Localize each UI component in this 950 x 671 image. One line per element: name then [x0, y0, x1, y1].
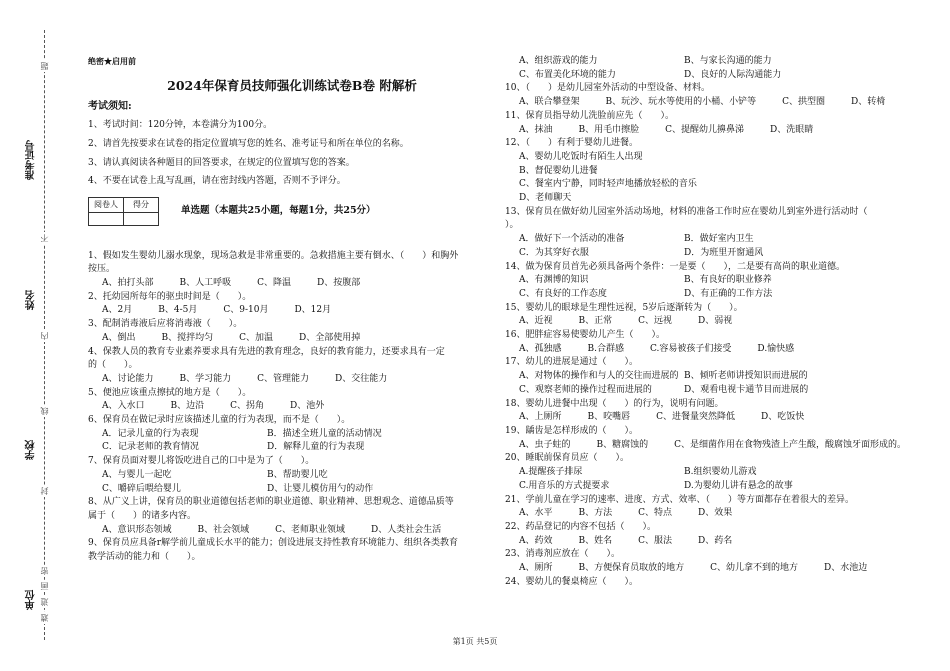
question-item [88, 318, 496, 345]
question-item [88, 496, 496, 537]
option: D、12月 [294, 305, 332, 316]
margin-mark: 道 [40, 598, 49, 606]
instruction-item: 4、不要在试卷上乱写乱画，请在密封线内答题，否则不予评分。 [88, 176, 346, 187]
option: C、是细菌作用在食物残渣上产生酸，酸腐蚀牙面形成的。 [674, 439, 907, 450]
option: C、管理能力 [257, 373, 310, 384]
option: A、讨论能力 [102, 373, 154, 384]
option: A．记录儿童的行为表现 [102, 428, 199, 439]
option: D.愉快感 [757, 343, 795, 354]
option: A、虫子蛀的 [519, 439, 571, 450]
option: D、有正确的工作方法 [684, 288, 773, 299]
option: C、嚼碎后喂给婴儿 [102, 483, 181, 494]
option: C、进餐量突然降低 [656, 412, 736, 423]
question-item [88, 387, 496, 414]
option: B、姓名 [578, 535, 613, 546]
option-row [505, 247, 915, 261]
option: A、2月 [102, 305, 133, 316]
option-row [88, 277, 496, 291]
option: B、玩沙、玩水等使用的小桶、小铲等 [605, 97, 757, 108]
question-item [505, 521, 915, 548]
option-row [505, 233, 915, 247]
option-row [505, 439, 915, 453]
option: B、倾听老师讲授知识而进展的 [684, 371, 808, 382]
question-item [505, 261, 915, 302]
option: D、按腹部 [317, 278, 361, 289]
option: B、糖腐蚀的 [596, 439, 649, 450]
option: A、拍打头部 [102, 278, 154, 289]
option-row [505, 370, 915, 384]
instruction-item: 2、请首先按要求在试卷的指定位置填写您的姓名、准考证号和所在单位的名称。 [88, 138, 409, 149]
option: B．做好室内卫生 [684, 234, 754, 245]
option-row [505, 466, 915, 480]
question-item [505, 425, 915, 452]
question-stem: 21、学前儿童在学习的速率、进度、方式、效率、（ ）等方面都存在着很大的差异。 [505, 494, 854, 505]
option-row [88, 469, 496, 483]
option: B.组织婴幼儿游戏 [684, 467, 757, 478]
margin-label-unit: 单位 [26, 590, 37, 610]
option-row [88, 524, 496, 538]
question-item [88, 250, 496, 291]
margin-label-admission-no: 准考证号 [26, 140, 37, 180]
question-stem: 教学活动的能力和（ ）。 [88, 552, 201, 563]
option: C、有良好的工作态度 [519, 288, 607, 299]
question-item [505, 576, 915, 590]
option: C、服法 [638, 535, 673, 546]
option: D、全部使用掉 [299, 332, 361, 343]
page-title: 2024年保育员技师强化训练试卷B卷 附解析 [167, 77, 417, 93]
margin-mark: 封 [40, 487, 49, 495]
option-row [505, 507, 915, 521]
question-stem: 2、托幼园所每年的驱虫时间是（ ）。 [88, 291, 252, 302]
option: A、水平 [519, 508, 553, 519]
option: B.合群感 [587, 343, 624, 354]
score-box-grader-cell [89, 212, 124, 225]
option: D、人类社会生活 [371, 524, 442, 535]
margin-mark: 不 [40, 234, 49, 242]
option-row [88, 400, 496, 414]
question-item [505, 206, 915, 261]
question-stem: 5、便池应该重点擦拭的地方是（ ）。 [88, 387, 252, 398]
option: D、观看电视卡通节目而进展的 [684, 384, 809, 395]
option: A、联合攀登架 [519, 97, 580, 108]
question-stem: 10、（ ）是幼儿园室外活动的中型设备、材料。 [505, 83, 710, 94]
option: C、幼儿拿不到的地方 [710, 563, 799, 574]
question-stem: 18、婴幼儿进餐中出现（ ）的行为，说明有问题。 [505, 398, 724, 409]
question-stem: 17、幼儿的进展是通过（ ）。 [505, 357, 638, 368]
option-row [505, 535, 915, 549]
question-item [88, 291, 496, 318]
option: B、边沿 [170, 401, 205, 412]
option: B、社会领域 [197, 524, 250, 535]
margin-mark: 内 [40, 332, 49, 340]
option-row [505, 315, 915, 329]
option: B、人工呼吸 [179, 278, 232, 289]
left-question-list [88, 250, 496, 565]
option: A、倒出 [102, 332, 136, 343]
option: C、拐角 [230, 401, 265, 412]
question-stem: 13、保育员在做好幼儿园室外活动场地，材料的准备工作时应在婴幼儿到室外进行活动时（ [505, 206, 868, 217]
score-box-score-label: 得分 [124, 197, 159, 212]
option: A、对物体的操作和与人的交往而进展的 [519, 371, 679, 382]
option-row [88, 304, 496, 318]
option: D、弱视 [698, 316, 733, 327]
option: D．为班里开窗通风 [684, 247, 764, 258]
question-stem: 按压。 [88, 264, 116, 275]
option: B、用毛巾擦脸 [578, 124, 640, 135]
option-row [505, 69, 915, 83]
binding-margin [0, 0, 70, 671]
right-column [505, 55, 915, 589]
option-row [505, 288, 915, 302]
option: D、老师聊天 [519, 193, 572, 204]
right-question-list [505, 55, 915, 589]
option-row [505, 384, 915, 398]
page-footer: 第1页 共5页 [452, 637, 498, 646]
option: D、让婴儿模仿用勺的动作 [267, 483, 374, 494]
question-item [505, 356, 915, 397]
margin-mark: 线 [40, 407, 49, 415]
option-row [505, 55, 915, 69]
score-box-score-cell [124, 212, 159, 225]
option: D、转椅 [851, 97, 886, 108]
option: B．描述全班儿童的活动情况 [267, 428, 382, 439]
option: D、水池边 [824, 563, 868, 574]
option: A、药效 [519, 535, 553, 546]
option: C、远视 [638, 316, 673, 327]
option: B、督促婴幼儿进餐 [519, 165, 598, 176]
question-item [505, 494, 915, 521]
option: B、搅拌均匀 [161, 332, 214, 343]
question-stem: 8、从广义上讲，保育员的职业道德包括老师的职业道德、职业精神、思想观念、道德品质等 [88, 497, 454, 508]
question-item [505, 110, 915, 137]
question-item [88, 455, 496, 496]
option: A、孤独感 [519, 343, 562, 354]
option: B、方法 [578, 508, 613, 519]
score-row [88, 197, 496, 226]
question-item [505, 398, 915, 425]
question-stem: 23、消毒剂应放在（ ）。 [505, 549, 620, 560]
question-stem: ）。 [505, 220, 519, 231]
option: C．为其穿好衣服 [519, 247, 589, 258]
option-row [88, 428, 496, 442]
option: C．记录老师的教育情况 [102, 442, 199, 453]
option: D、良好的人际沟通能力 [684, 69, 782, 80]
option: A、与婴儿一起吃 [102, 469, 172, 480]
margin-mark: 画 [40, 582, 49, 590]
option: C、降温 [257, 278, 292, 289]
option: A.提醒孩子排尿 [519, 467, 583, 478]
question-stem: 7、保育员面对婴儿将饭吃进自己的口中是为了（ ）。 [88, 456, 315, 467]
option: A、组织游戏的能力 [519, 56, 598, 66]
option: A、厕所 [519, 563, 553, 574]
option: C、拱型圈 [782, 97, 826, 108]
option-row [88, 441, 496, 455]
question-stem: 24、婴幼儿的餐桌椅应（ ）。 [505, 576, 638, 587]
option: D.为婴幼儿讲有悬念的故事 [684, 480, 793, 491]
question-stem: 的（ ）。 [88, 360, 138, 371]
question-stem: 12、（ ）有利于婴幼儿进餐。 [505, 138, 638, 149]
option-row [505, 96, 915, 110]
margin-mark: 密 [40, 567, 49, 575]
option: D、效果 [698, 508, 733, 519]
option: A、近视 [519, 316, 553, 327]
option-row [505, 124, 915, 138]
question-item [505, 452, 915, 493]
question-stem: 6、保育员在做记录时应该描述儿童的行为表现，而不是（ ）。 [88, 415, 351, 426]
option: C、加温 [239, 332, 274, 343]
instruction-item: 1、考试时间：120分钟，本卷满分为100分。 [88, 120, 273, 131]
question-stem: 19、龋齿是怎样形成的（ ）。 [505, 425, 638, 436]
score-box [88, 197, 159, 226]
option: A、婴幼儿吃饭时有陌生人出现 [519, 151, 643, 162]
option-row [505, 343, 915, 357]
score-box-grader-label: 阅卷人 [89, 197, 124, 212]
option: D．解释儿童的行为表现 [267, 442, 365, 453]
question-item [505, 137, 915, 206]
instruction-item: 3、请认真阅读各种题目的回答要求，在规定的位置填写您的答案。 [88, 157, 355, 168]
question-stem: 11、保育员指导幼儿洗脸前应先（ ）。 [505, 110, 674, 121]
question-stem: 16、肥胖症容易使婴幼儿产生（ ）。 [505, 330, 665, 341]
option: C、餐室内宁静，同时轻声地播放轻松的音乐 [519, 179, 697, 190]
question-stem: 属于（ ）的诸多内容。 [88, 510, 197, 521]
option: A、上厕所 [519, 412, 562, 423]
option-row [505, 411, 915, 425]
confidential-tag: 绝密★启用前 [88, 56, 136, 66]
option: B、与家长沟通的能力 [684, 56, 772, 66]
margin-mark: 遗 [40, 614, 49, 622]
option: C、9-10月 [223, 305, 269, 316]
option: C、特点 [638, 508, 673, 519]
question-item [505, 55, 915, 82]
option: B、有良好的职业修养 [684, 275, 772, 286]
option-row [88, 332, 496, 346]
option: D、洗眼睛 [770, 124, 814, 135]
option: C、提醒幼儿擤鼻涕 [665, 124, 745, 135]
question-item [505, 329, 915, 356]
question-item [88, 537, 496, 564]
margin-label-school: 学校 [26, 440, 37, 460]
option: A、入水口 [102, 401, 145, 412]
question-stem: 14、做为保育员首先必须具备两个条件：一是要（ ），二是要有高尚的职业道德。 [505, 261, 845, 272]
section-title: 单选题（本题共25小题，每题1分，共25分） [181, 205, 376, 217]
option: B、咬嘴唇 [587, 412, 631, 423]
question-item [505, 82, 915, 109]
question-item [505, 302, 915, 329]
question-stem: 22、药品登记的内容不包括（ ）。 [505, 521, 656, 532]
option: D、吃饭快 [761, 412, 805, 423]
option: D、池外 [290, 401, 325, 412]
margin-label-name: 姓名 [26, 290, 37, 310]
option: B、4-5月 [158, 305, 198, 316]
option: B、正常 [578, 316, 613, 327]
option-row [88, 373, 496, 387]
question-stem: 9、保育员应具备r解学前儿童成长水平的能力；创设进展支持性教育环境能力、组织各类教育 [88, 538, 459, 549]
option: A、有渊博的知识 [519, 275, 589, 286]
option: C、布置美化环境的能力 [519, 69, 616, 80]
question-stem: 3、配制消毒液后应将消毒液（ ）。 [88, 319, 243, 330]
option: A．做好下一个活动的准备 [519, 234, 625, 245]
margin-mark: 题 [40, 62, 49, 70]
option: B、方便保育员取放的地方 [578, 563, 685, 574]
instructions-heading: 考试须知: [88, 101, 132, 113]
option: A、意识形态领域 [102, 524, 172, 535]
option-row [505, 274, 915, 288]
question-item [88, 346, 496, 387]
option: C.用音乐的方式提要求 [519, 480, 610, 491]
option: A、抹油 [519, 124, 553, 135]
question-stem: 1、假如发生婴幼儿溺水现象，现场急救是非常重要的。急救措施主要有倒水、（ ）和胸外 [88, 250, 459, 261]
question-stem: 15、婴幼儿的眼球是生理性远视，5岁后逐渐转为（ ）。 [505, 302, 743, 313]
option-row [88, 483, 496, 497]
option: B、帮助婴儿吃 [267, 469, 328, 480]
left-column [88, 55, 496, 565]
option: D、交往能力 [335, 373, 388, 384]
option: D、药名 [698, 535, 733, 546]
option: C.容易被孩子们接受 [649, 343, 732, 354]
option: C、老师职业领域 [275, 524, 346, 535]
question-stem: 20、睡眠前保育员应（ ）。 [505, 453, 629, 464]
question-item [505, 548, 915, 575]
option: C、观察老师的操作过程而进展的 [519, 384, 652, 395]
question-stem: 4、保教人员的教育专业素养要求具有先进的教育理念，良好的教育能力，还要求具有一定 [88, 346, 445, 357]
option-row [505, 480, 915, 494]
option: B、学习能力 [179, 373, 232, 384]
option-row [505, 562, 915, 576]
question-item [88, 414, 496, 455]
